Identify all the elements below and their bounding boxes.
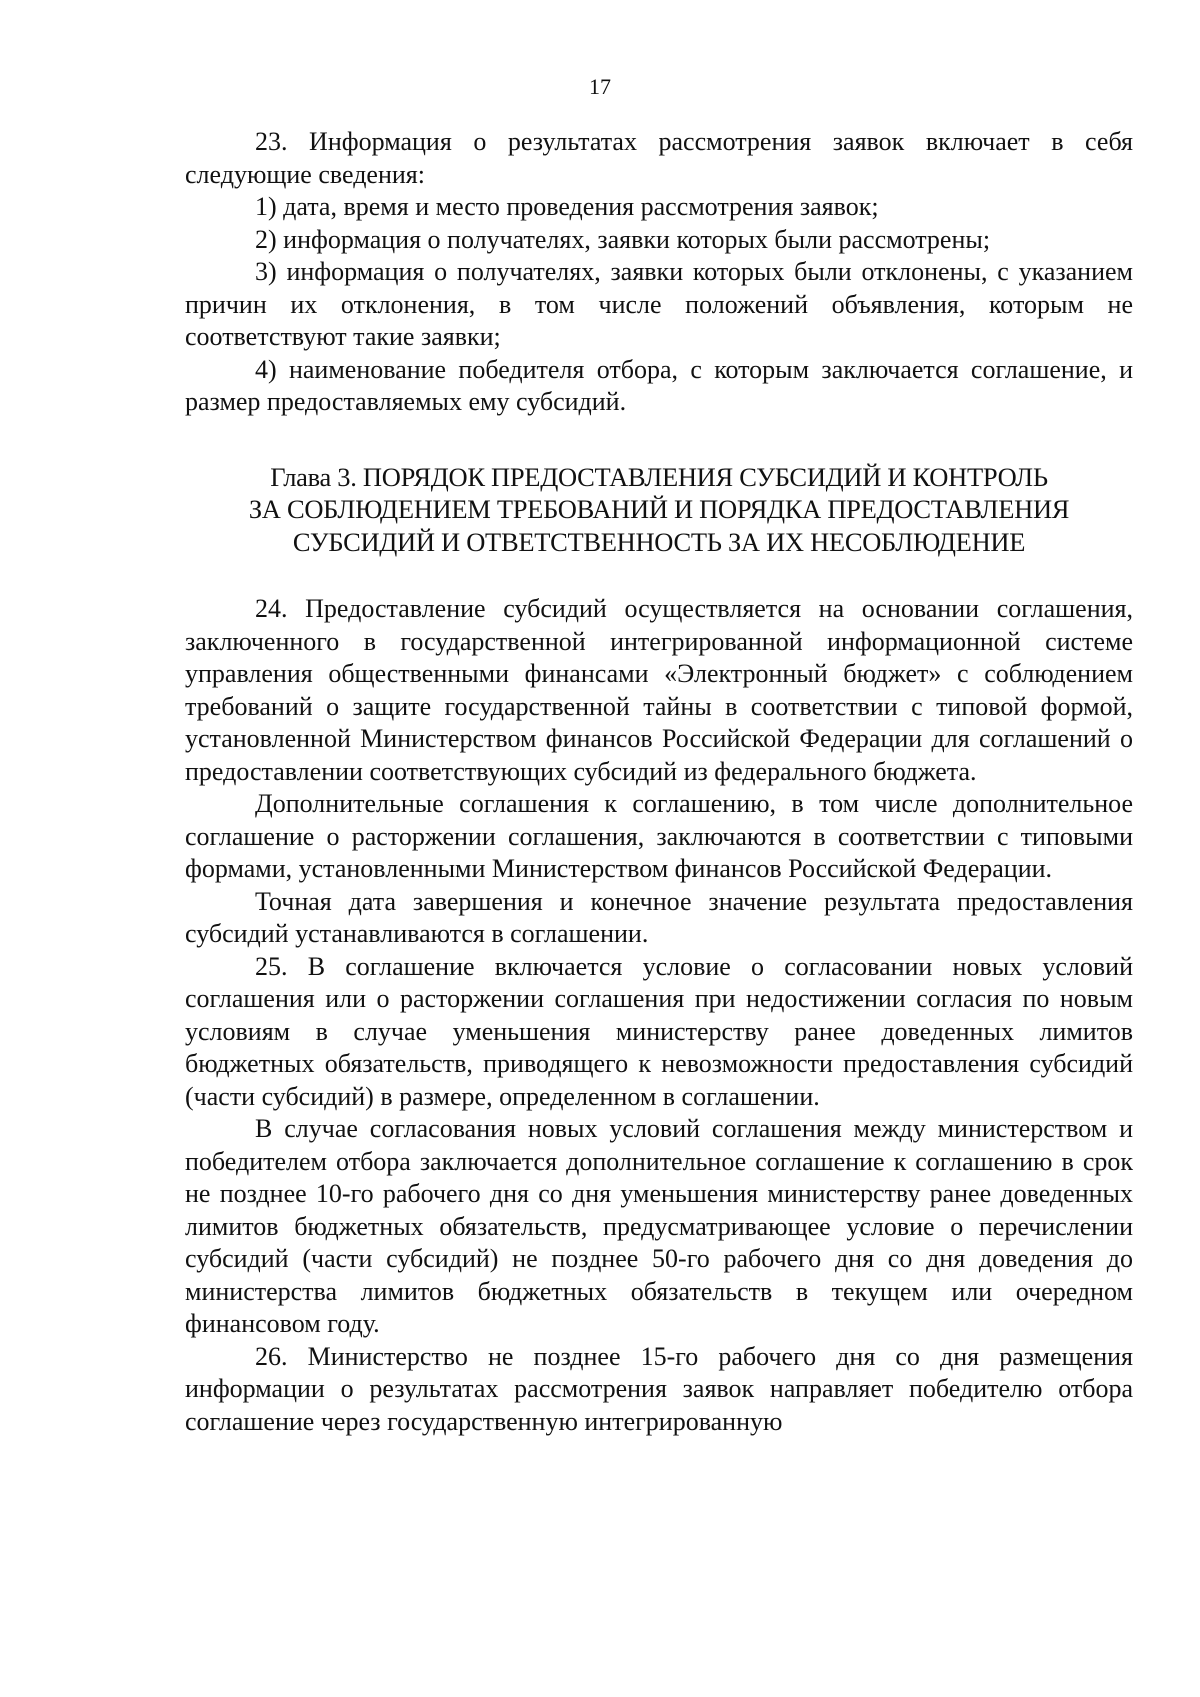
paragraph-23: 23. Информация о результатах рассмотрения заявок включает в себя следующие сведения:: [185, 127, 1133, 189]
document-body: [185, 126, 1133, 1438]
paragraph-result-date: Точная дата завершения и конечное значение результата предоставления субсидий устанавливаются в соглашении.: [185, 886, 1133, 948]
chapter-heading: [185, 461, 1133, 559]
chapter-heading-line-3: СУБСИДИЙ И ОТВЕТСТВЕННОСТЬ ЗА ИХ НЕСОБЛЮДЕНИЕ: [292, 526, 1026, 557]
paragraph-26: 26. Министерство не позднее 15-го рабочего дня со дня размещения информации о результатах рассмотрения заявок направляет победителю отбора соглашение через государственную интегрированную: [185, 1341, 1133, 1436]
chapter-heading-line-2: ЗА СОБЛЮДЕНИЕМ ТРЕБОВАНИЙ И ПОРЯДКА ПРЕДОСТАВЛЕНИЯ: [248, 494, 1070, 524]
paragraph-24: 24. Предоставление субсидий осуществляется на основании соглашения, заключенного в государственной интегрированной информационной системе управления общественными финансами «Электронный бюджет» с соблюдением требований о защите государственной тайны в соответствии с типовой формой, установленной Министерством финансов Российской Федерации для соглашений о предоставлении соответствующих субсидий из федерального бюджета.: [185, 594, 1133, 786]
paragraph-additional-agreements: Дополнительные соглашения к соглашению, в том числе дополнительное соглашение о расторжении соглашения, заключаются в соответствии с типовыми формами, установленными Министерством финансов Российской Федерации.: [185, 789, 1133, 883]
page-number: 17: [589, 74, 611, 99]
list-item-4: 4) наименование победителя отбора, с которым заключается соглашение, и размер предоставляемых ему субсидий.: [185, 354, 1133, 416]
list-item-1: 1) дата, время и место проведения рассмотрения заявок;: [255, 192, 879, 221]
paragraph-25: 25. В соглашение включается условие о согласовании новых условий соглашения или о расторжении соглашения при недостижении согласия по новым условиям в случае уменьшения министерству ранее доведенных лимитов бюджетных обязательств, приводящего к невозможности предоставления субсидий (части субсидий) в размере, определенном в соглашении.: [185, 951, 1133, 1111]
list-item-2: 2) информация о получателях, заявки которых были рассмотрены;: [255, 224, 991, 254]
chapter-heading-line-1: Глава 3. ПОРЯДОК ПРЕДОСТАВЛЕНИЯ СУБСИДИЙ И КОНТРОЛЬ: [270, 461, 1048, 492]
list-item-3: 3) информация о получателях, заявки которых были отклонены, с указанием причин их отклонения, в том числе положений объявления, которым не соответствуют такие заявки;: [185, 257, 1133, 351]
paragraph-new-conditions: В случае согласования новых условий соглашения между министерством и победителем отбора заключается дополнительное соглашение к соглашению в срок не позднее 10-го рабочего дня со дня уменьшения министерству ранее доведенных лимитов бюджетных обязательств, предусматривающее условие о перечислении субсидий (части субсидий) не позднее 50-го рабочего дня со дня доведения до министерства лимитов бюджетных обязательств в текущем или очередном финансовом году.: [185, 1114, 1133, 1338]
